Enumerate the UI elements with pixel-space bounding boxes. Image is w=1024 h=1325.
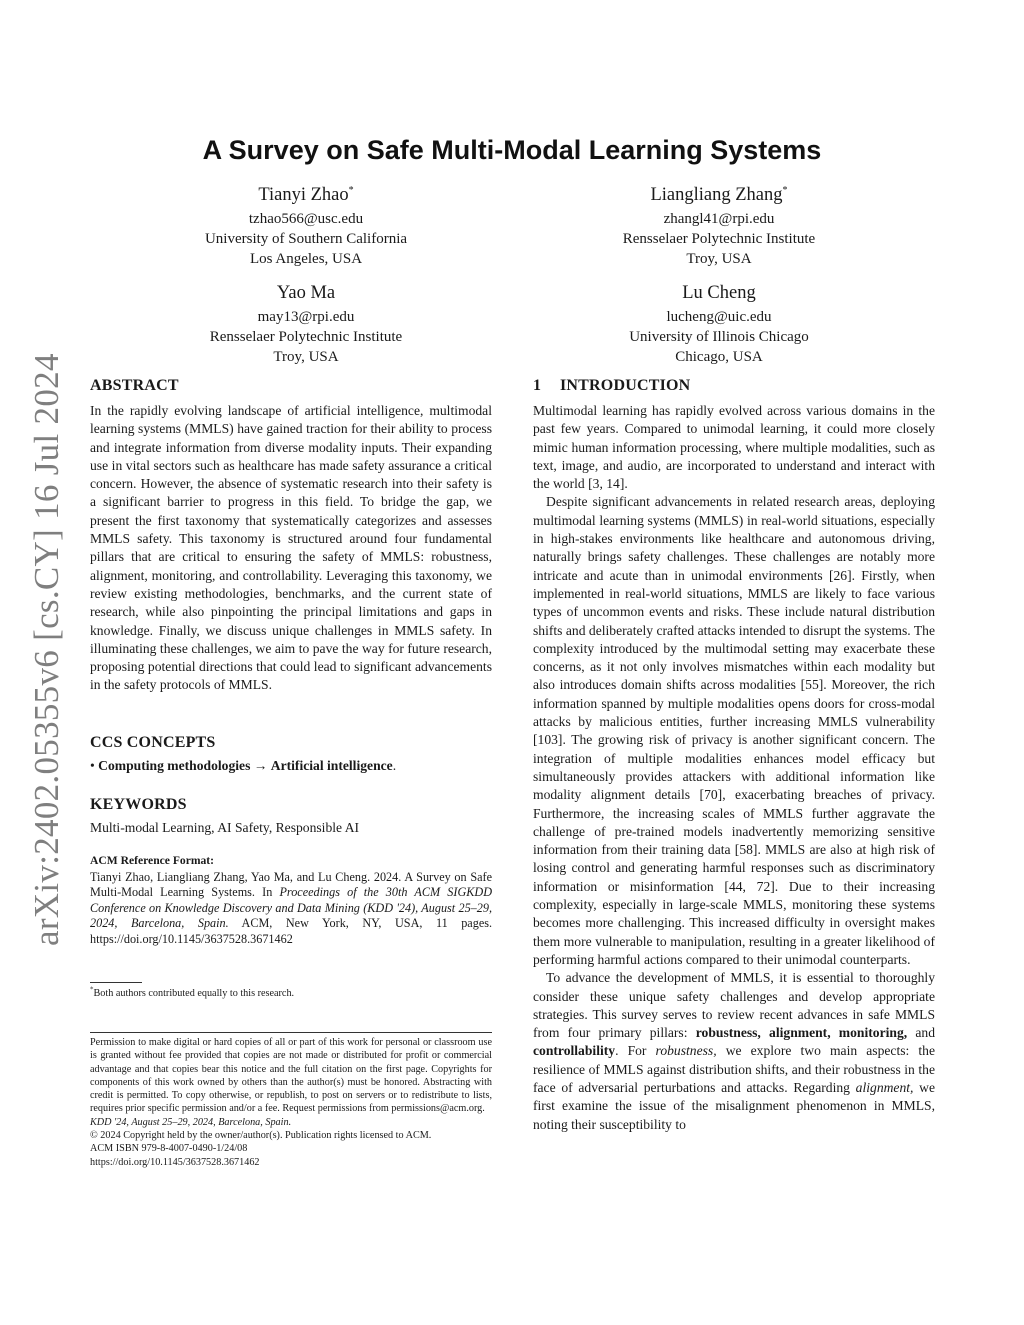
footnote-rule [90,982,142,983]
ccs-concepts-heading: CCS CONCEPTS [90,734,216,751]
author-location: Troy, USA [686,251,752,267]
conference-line: KDD '24, August 25–29, 2024, Barcelona, Spain. [90,1116,292,1128]
author-affiliation: University of Southern California [204,231,408,247]
isbn-line: ACM ISBN 979-8-4007-0490-1/24/08 [90,1143,248,1155]
intro-paragraph-1: Multimodal learning has rapidly evolved across various domains in the past few years. Compared to unimodal learning, it could more closely mimic human information processing, where multiple modalities, such as text, image, and audio, are incorporated to understand and interact with the world [3, 14]. [533,403,935,492]
keywords-text: Multi-modal Learning, AI Safety, Responsible AI [90,820,360,835]
keywords-heading: KEYWORDS [90,796,187,813]
abstract-heading: ABSTRACT [90,377,179,394]
author-email: may13@rpi.edu [257,309,355,325]
ccs-concepts-text: • Computing methodologies → Artificial intelligence. [90,758,397,773]
equal-contribution-mark: * [782,184,788,196]
author-block [136,183,476,269]
author-email: lucheng@uic.edu [666,309,772,325]
acm-reference-label: ACM Reference Format: [90,854,215,867]
author-email: zhangl41@rpi.edu [663,211,775,227]
permission-rule [90,1032,492,1033]
equal-contribution-mark: * [348,184,354,196]
introduction-section [533,376,935,1134]
author-affiliation: Rensselaer Polytechnic Institute [209,329,403,345]
author-affiliation: University of Illinois Chicago [629,329,809,345]
author-name: Liangliang Zhang* [650,184,788,205]
acm-reference-format: ACM Reference Format: Tianyi Zhao, Liangliang Zhang, Yao Ma, and Lu Cheng. 2024. A Survey on Safe Multi-Modal Learning Systems. In Proceedings of the 30th ACM SIGKDD Conference on Knowledge Discovery and Data Mining (KDD '24), August 25–29, 2024, Barcelona, Spain. ACM, New York, NY, USA, 11 pages. https://doi.org/10.1145/3637528.3671462 [90,854,493,946]
author-location: Los Angeles, USA [249,251,363,267]
author-email: tzhao566@usc.edu [248,211,364,227]
author-block [549,281,889,367]
introduction-heading: 1 INTRODUCTION [533,377,691,394]
permission-text: Permission to make digital or hard copies of all or part of this work for personal or classroom use is granted without fee provided that copies are not made or distributed for profit or commercial advantage and that copies bear this notice and the full citation on the first page. Copyrights for components of this work owned by others than the author(s) must be honored. Abstracting with credit is permitted. To copy otherwise, or republish, to post on servers or to redistribute to lists, requires prior specific permission and/or a fee. Request permissions from permissions@acm.org. [90,1037,492,1115]
author-name: Tianyi Zhao* [258,184,354,205]
author-name: Lu Cheng [682,283,756,303]
footnote: *Both authors contributed equally to this research. [90,985,295,999]
copyright-line: © 2024 Copyright held by the owner/author(s). Publication rights licensed to ACM. [90,1130,432,1142]
author-block [136,281,476,367]
author-location: Chicago, USA [675,349,763,365]
intro-paragraph-2: Despite significant advancements in related research areas, deploying multimodal learning systems (MMLS) in real-world situations, especially in high-stakes environments like healthcare and autonomous driving, naturally brings safety challenges. These challenges are notably more intricate and acute than in unimodal environments [26]. Firstly, when implemented in real-world situations, MMLS are likely to face various types of uncommon events and risks. These include natural distribution shifts and deliberately crafted attacks intended to disrupt the systems. The complexity introduced by the multimodal setting may exacerbate these concerns, as it not only involves mismatches within each modality but also introduces domain shifts across modalities [55]. Moreover, the rich information spanned by multiple modalities opens doors for cross-modal attacks by malicious entities, further increasing MMLS vulnerability [103]. The growing risk of privacy is another significant concern. The integration of multiple modalities enhances model efficacy but simultaneously provides attackers with additional information like modality alignment details [70], exacerbating breaches of privacy. Furthermore, the increasing scales of MMLS further aggravate the challenge of pre-trained models inadvertently memorizing sensitive information from their training data [58]. MMLS are also at high risk of losing control and generating harmful responses such as discriminatory information or misinformation [44, 72]. Due to their increasing complexity, especially in large-scale MMLS, monitoring these systems becomes more challenging. This increased difficulty in oversight makes them more vulnerable to manipulation, resulting in a greater likelihood of performing harmful actions compared to their unimodal counterparts. [533,494,935,967]
permission-notice [90,1036,492,1169]
abstract-text: In the rapidly evolving landscape of artificial intelligence, multimodal learning systems (MMLS) have gained traction for their ability to process and integrate information from diverse modality inputs. Their expanding use in vital sectors such as healthcare has made safety assurance a critical concern. However, the absence of systematic research into their safety is a significant barrier to progress in this field. To bridge the gap, we present the first taxonomy that systematically categorizes and assesses MMLS safety. This taxonomy is structured around four fundamental pillars that are critical to ensuring the safety of MMLS: robustness, alignment, monitoring, and controllability. Leveraging this taxonomy, we review existing methodologies, benchmarks, and the current state of research, while also pinpointing the principal limitations and gaps in knowledge. Finally, we discuss unique challenges in MMLS safety. In illuminating these challenges, we aim to pave the way for future research, proposing potential directions that could lead to significant advancements in the safety protocols of MMLS. [90,403,492,693]
intro-paragraph-3: To advance the development of MMLS, it is essential to thoroughly consider these unique safety challenges and develop appropriate strategies. This survey serves to review recent advances in safe MMLS from four primary pillars: robustness, alignment, monitoring, and controllability. For robustness, we explore two main aspects: the resilience of MMLS against distribution shifts, and their robustness in the face of adversarial perturbations and attacks. Regarding alignment, we first examine the issue of the misalignment phenomenon in MMLS, noting their susceptibility to [533,970,936,1132]
author-location: Troy, USA [273,349,339,365]
author-block [549,183,889,269]
doi-link[interactable]: https://doi.org/10.1145/3637528.3671462 [90,1156,260,1168]
author-affiliation: Rensselaer Polytechnic Institute [622,231,816,247]
paper-title: A Survey on Safe Multi-Modal Learning Systems [202,135,822,165]
abstract-section [90,376,492,695]
arxiv-identifier-stamp: arXiv:2402.05355v6 [cs.CY] 16 Jul 2024 [27,353,66,946]
author-name: Yao Ma [276,283,336,303]
